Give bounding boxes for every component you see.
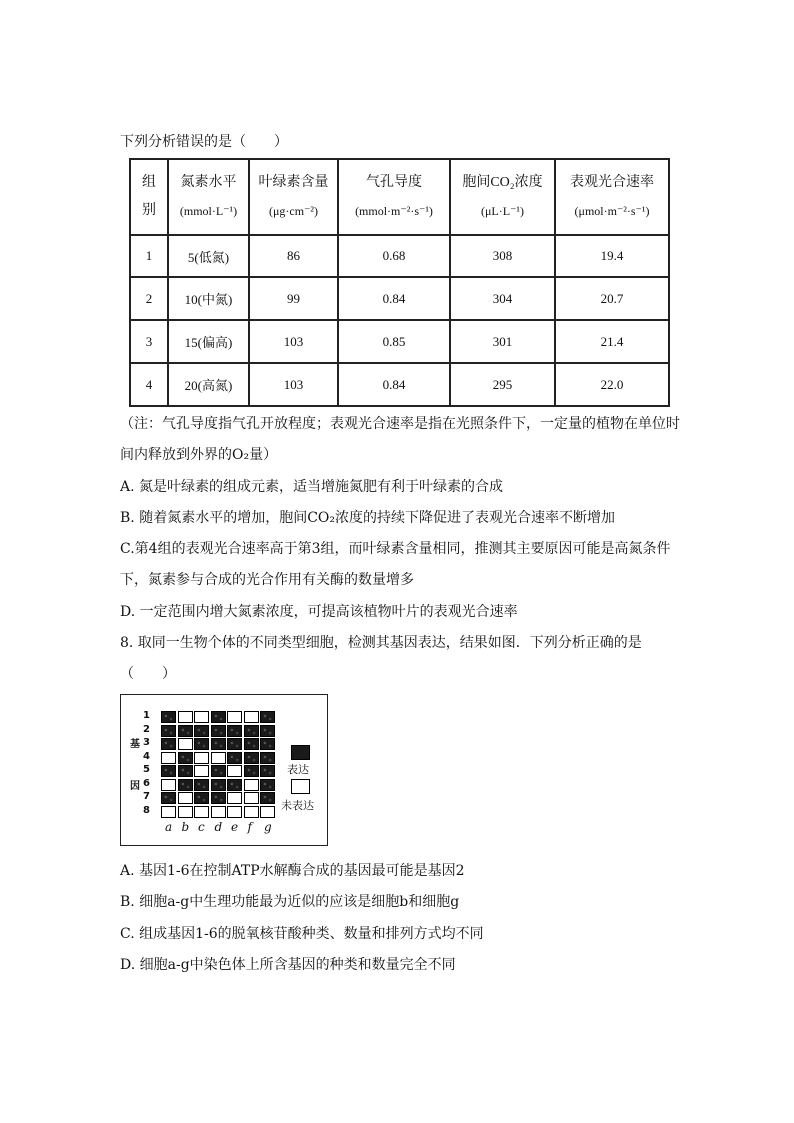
table-note-line2: 间内释放到外界的O₂量） <box>120 447 278 463</box>
expressed-cell <box>211 738 226 750</box>
unexpressed-cell <box>161 752 176 764</box>
header-bottom: (μg·cm⁻²) <box>268 204 318 218</box>
header-top: 氮素水平 <box>180 175 237 190</box>
expressed-cell <box>161 711 176 723</box>
header-top: 气孔导度 <box>366 175 422 190</box>
gene-row-label: 5 <box>143 764 150 775</box>
q8-stem-line2: （ ） <box>120 666 176 682</box>
unexpressed-cell <box>194 752 209 764</box>
q7-option-d: D. 一定范围内增大氮素浓度，可提高该植物叶片的表观光合速率 <box>120 604 518 620</box>
cell-type-label: e <box>231 820 239 834</box>
unexpressed-cell <box>244 806 259 818</box>
header-bottom: (mmol·m⁻²·s⁻¹) <box>355 204 433 218</box>
unexpressed-cell <box>178 738 193 750</box>
table-cell: 21.4 <box>555 320 669 363</box>
unexpressed-cell <box>178 711 193 723</box>
expressed-cell <box>227 752 242 764</box>
header-bottom: (mmol·L⁻¹) <box>179 204 238 218</box>
table-cell: 15(偏高) <box>168 320 249 363</box>
expressed-cell <box>227 779 242 791</box>
q7-option-c-line1: C.第4组的表观光合速率高于第3组，而叶绿素含量相同，推测其主要原因可能是高氮条件 <box>120 541 671 557</box>
expressed-cell <box>211 779 226 791</box>
table-cell: 2 <box>130 277 168 320</box>
expressed-cell <box>244 725 259 737</box>
q8-option-c: C. 组成基因1-6的脱氧核苷酸种类、数量和排列方式均不同 <box>120 926 484 942</box>
table-cell: 301 <box>450 320 555 363</box>
expressed-cell <box>260 725 275 737</box>
q8-option-a: A. 基因1-6在控制ATP水解酶合成的基因最可能是基因2 <box>120 863 465 879</box>
table-cell: 10(中氮) <box>168 277 249 320</box>
expressed-cell <box>178 765 193 777</box>
expressed-cell <box>194 792 209 804</box>
cell-type-label: b <box>181 820 190 834</box>
unexpressed-cell <box>244 779 259 791</box>
cell-type-label: d <box>214 820 223 834</box>
header-cell <box>168 159 249 235</box>
table-cell: 5(低氮) <box>168 235 249 277</box>
expressed-cell <box>260 779 275 791</box>
table-row <box>130 320 669 363</box>
unexpressed-cell <box>227 711 242 723</box>
gene-row-label: 2 <box>143 723 150 735</box>
expressed-cell <box>260 752 275 764</box>
q8-option-b: B. 细胞a-g中生理功能最为近似的应该是细胞b和细胞g <box>120 894 460 910</box>
header-top: 胞间CO₂浓度 <box>462 175 543 190</box>
table-cell: 20(高氮) <box>168 363 249 406</box>
header-bottom: (μmol·m⁻²·s⁻¹) <box>574 204 650 218</box>
expressed-cell <box>178 725 193 737</box>
table-cell: 3 <box>130 320 168 363</box>
q8-option-d: D. 细胞a-g中染色体上所含基因的种类和数量完全不同 <box>120 957 456 973</box>
expressed-cell <box>161 725 176 737</box>
legend-expressed-swatch <box>291 745 310 760</box>
q8-stem-line1: 8. 取同一生物个体的不同类型细胞，检测其基因表达，结果如图．下列分析正确的是 <box>120 635 642 651</box>
cell-type-label: g <box>264 820 272 834</box>
gene-row-label: 8 <box>143 804 150 816</box>
table-row <box>130 235 669 277</box>
expressed-cell <box>260 792 275 804</box>
table-cell: 103 <box>249 320 338 363</box>
table-cell: 0.84 <box>338 277 450 320</box>
gene-row-label: 4 <box>143 750 150 762</box>
expressed-cell <box>227 738 242 750</box>
expressed-cell <box>211 725 226 737</box>
expressed-cell <box>211 765 226 777</box>
expressed-cell <box>194 725 209 737</box>
unexpressed-cell <box>178 792 193 804</box>
expressed-cell <box>161 792 176 804</box>
expressed-cell <box>227 725 242 737</box>
expressed-cell <box>244 765 259 777</box>
table-cell: 0.84 <box>338 363 450 406</box>
table-cell: 4 <box>130 363 168 406</box>
table-cell: 308 <box>450 235 555 277</box>
gene-row-label: 1 <box>143 710 150 721</box>
header-cell <box>555 159 669 235</box>
unexpressed-cell <box>194 711 209 723</box>
axis-label-gene: 基 <box>130 739 140 750</box>
unexpressed-cell <box>227 765 242 777</box>
table-cell: 20.7 <box>555 277 669 320</box>
unexpressed-cell <box>227 806 242 818</box>
unexpressed-cell <box>161 779 176 791</box>
unexpressed-cell <box>194 765 209 777</box>
unexpressed-cell <box>244 711 259 723</box>
table-row <box>130 277 669 320</box>
expressed-cell <box>178 779 193 791</box>
table-cell: 0.85 <box>338 320 450 363</box>
table-cell: 99 <box>249 277 338 320</box>
table-cell: 19.4 <box>555 235 669 277</box>
unexpressed-cell <box>244 792 259 804</box>
expressed-cell <box>260 711 275 723</box>
gene-row-label: 6 <box>143 777 150 789</box>
expressed-cell <box>260 765 275 777</box>
header-top: 组 <box>142 175 156 190</box>
axis-label-gene: 因 <box>130 781 140 792</box>
table-row <box>130 363 669 406</box>
unexpressed-cell <box>194 806 209 818</box>
cell-type-label: f <box>247 820 252 834</box>
legend-not-expressed-label: 未表达 <box>281 799 314 812</box>
q7-option-a: A. 氮是叶绿素的组成元素，适当增施氮肥有利于叶绿素的合成 <box>120 479 504 495</box>
header-top: 表观光合速率 <box>570 175 654 190</box>
q7-option-b: B. 随着氮素水平的增加，胞间CO₂浓度的持续下降促进了表观光合速率不断增加 <box>120 510 615 526</box>
question-intro: 下列分析错误的是（ ） <box>120 134 288 150</box>
header-cell <box>249 159 338 235</box>
nitrogen-table <box>129 158 670 407</box>
header-bottom: 别 <box>142 203 156 218</box>
unexpressed-cell <box>227 792 242 804</box>
table-header-row <box>130 159 669 235</box>
cell-type-label: c <box>198 820 205 834</box>
unexpressed-cell <box>260 806 275 818</box>
expressed-cell <box>211 711 226 723</box>
expressed-cell <box>194 779 209 791</box>
table-cell: 86 <box>249 235 338 277</box>
unexpressed-cell <box>211 752 226 764</box>
gene-expression-figure <box>120 694 328 846</box>
unexpressed-cell <box>178 806 193 818</box>
table-cell: 103 <box>249 363 338 406</box>
legend-not-expressed-swatch <box>291 779 310 794</box>
unexpressed-cell <box>211 806 226 818</box>
header-cell <box>130 159 168 235</box>
expressed-cell <box>194 738 209 750</box>
table-cell: 0.68 <box>338 235 450 277</box>
gene-row-label: 7 <box>143 791 150 802</box>
legend-expressed-label: 表达 <box>287 763 309 776</box>
table-cell: 1 <box>130 235 168 277</box>
header-bottom: (μL·L⁻¹) <box>480 204 524 218</box>
expressed-cell <box>161 738 176 750</box>
table-cell: 22.0 <box>555 363 669 406</box>
expressed-cell <box>161 765 176 777</box>
table-cell: 295 <box>450 363 555 406</box>
expressed-cell <box>244 752 259 764</box>
expressed-cell <box>211 792 226 804</box>
expressed-cell <box>244 738 259 750</box>
cell-type-label: a <box>165 820 173 834</box>
unexpressed-cell <box>161 806 176 818</box>
table-cell: 304 <box>450 277 555 320</box>
header-cell <box>338 159 450 235</box>
header-cell <box>450 159 555 235</box>
q7-option-c-line2: 下，氮素参与合成的光合作用有关酶的数量增多 <box>120 572 414 588</box>
expressed-cell <box>260 738 275 750</box>
expressed-cell <box>178 752 193 764</box>
table-note-line1: （注：气孔导度指气孔开放程度；表观光合速率是指在光照条件下，一定量的植物在单位时 <box>120 416 680 432</box>
header-top: 叶绿素含量 <box>258 175 329 190</box>
gene-row-label: 3 <box>143 737 150 748</box>
